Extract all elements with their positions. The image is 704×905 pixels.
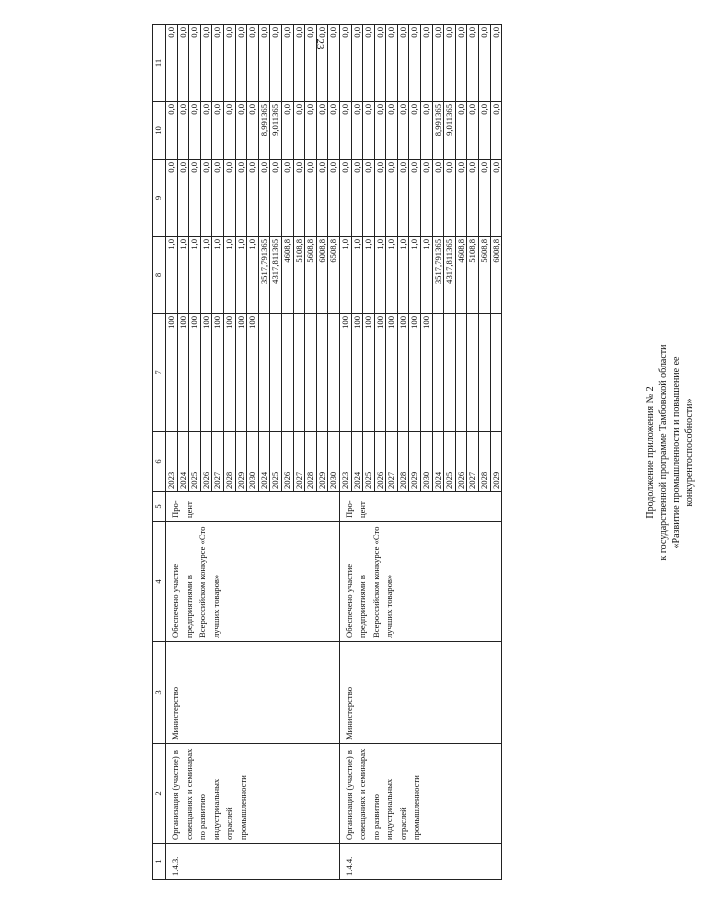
value-cell: 9,011365 [444, 102, 456, 160]
value-cell: 1,0 [397, 237, 409, 314]
year-cell: 2029 [409, 432, 421, 492]
value-cell: 0,0 [363, 102, 375, 160]
percent-cell [293, 314, 305, 432]
value-cell: 0,0 [305, 25, 317, 102]
value-cell: 6008,8 [490, 237, 502, 314]
activity-cell: Организация (участие) в совещаниях и семинарах по развитию индустриальных отраслей промышленности [166, 744, 340, 844]
value-cell: 0,0 [223, 160, 235, 237]
value-cell: 0,0 [374, 102, 386, 160]
value-cell: 8,991365 [258, 102, 270, 160]
year-cell: 2029 [235, 432, 247, 492]
value-cell: 0,0 [247, 25, 259, 102]
value-cell: 0,0 [258, 25, 270, 102]
value-cell: 0,0 [386, 160, 398, 237]
percent-cell [328, 314, 340, 432]
value-cell: 6008,8 [316, 237, 328, 314]
year-cell: 2029 [316, 432, 328, 492]
value-cell: 1,0 [223, 237, 235, 314]
value-cell: 0,0 [479, 160, 491, 237]
value-cell: 0,0 [305, 160, 317, 237]
column-header: 9 [153, 160, 166, 237]
indicator-cell: Обеспечено участие предприятиями в Всероссийском конкурсе «Сто лучших товаров» [166, 522, 340, 642]
value-cell: 0,0 [293, 25, 305, 102]
year-cell: 2027 [293, 432, 305, 492]
value-cell: 0,0 [455, 102, 467, 160]
value-cell: 0,0 [200, 25, 212, 102]
percent-cell: 100 [374, 314, 386, 432]
percent-cell: 100 [409, 314, 421, 432]
year-cell: 2027 [212, 432, 224, 492]
value-cell: 5608,8 [305, 237, 317, 314]
year-cell: 2024 [351, 432, 363, 492]
value-cell: 1,0 [339, 237, 351, 314]
value-cell: 0,0 [316, 160, 328, 237]
value-cell: 0,0 [247, 102, 259, 160]
value-cell: 0,0 [421, 160, 433, 237]
value-cell: 0,0 [212, 102, 224, 160]
value-cell: 0,0 [467, 25, 479, 102]
percent-cell: 100 [200, 314, 212, 432]
year-cell: 2024 [258, 432, 270, 492]
value-cell: 0,0 [177, 102, 189, 160]
year-cell: 2030 [328, 432, 340, 492]
value-cell: 0,0 [444, 160, 456, 237]
value-cell: 1,0 [177, 237, 189, 314]
value-cell: 0,0 [281, 25, 293, 102]
value-cell: 0,0 [247, 160, 259, 237]
value-cell: 0,0 [421, 102, 433, 160]
value-cell: 0,0 [223, 25, 235, 102]
value-cell: 0,0 [235, 25, 247, 102]
page-number: 23 [314, 38, 326, 50]
year-cell: 2025 [270, 432, 282, 492]
value-cell: 0,0 [339, 25, 351, 102]
value-cell: 0,0 [293, 160, 305, 237]
year-cell: 2026 [455, 432, 467, 492]
percent-cell [444, 314, 456, 432]
value-cell: 1,0 [386, 237, 398, 314]
year-cell: 2028 [397, 432, 409, 492]
percent-cell: 100 [339, 314, 351, 432]
year-cell: 2025 [189, 432, 201, 492]
value-cell: 0,0 [374, 25, 386, 102]
percent-cell: 100 [189, 314, 201, 432]
percent-cell: 100 [235, 314, 247, 432]
value-cell: 4608,8 [281, 237, 293, 314]
column-header: 2 [153, 744, 166, 844]
table-row [339, 25, 351, 880]
percent-cell: 100 [397, 314, 409, 432]
value-cell: 1,0 [200, 237, 212, 314]
value-cell: 0,0 [397, 160, 409, 237]
value-cell: 1,0 [235, 237, 247, 314]
value-cell: 9,011365 [270, 102, 282, 160]
appendix-heading [644, 25, 704, 880]
value-cell: 0,0 [293, 102, 305, 160]
value-cell: 0,0 [409, 25, 421, 102]
value-cell: 5108,8 [293, 237, 305, 314]
percent-cell [316, 314, 328, 432]
value-cell: 5608,8 [479, 237, 491, 314]
heading-line: Продолжение приложения № 2 [645, 386, 656, 519]
value-cell: 0,0 [479, 25, 491, 102]
year-cell: 2030 [421, 432, 433, 492]
value-cell: 4608,8 [455, 237, 467, 314]
value-cell: 0,0 [200, 160, 212, 237]
percent-cell [305, 314, 317, 432]
value-cell: 0,0 [351, 160, 363, 237]
percent-cell [455, 314, 467, 432]
value-cell: 0,0 [235, 102, 247, 160]
value-cell: 1,0 [247, 237, 259, 314]
program-table [152, 24, 502, 880]
value-cell: 0,0 [386, 25, 398, 102]
value-cell: 5108,8 [467, 237, 479, 314]
year-cell: 2023 [339, 432, 351, 492]
year-cell: 2026 [200, 432, 212, 492]
value-cell: 0,0 [200, 102, 212, 160]
value-cell: 0,0 [363, 160, 375, 237]
value-cell: 6508,8 [328, 237, 340, 314]
column-header: 10 [153, 102, 166, 160]
percent-cell: 100 [212, 314, 224, 432]
percent-cell [490, 314, 502, 432]
value-cell: 0,0 [189, 102, 201, 160]
year-cell: 2029 [490, 432, 502, 492]
value-cell: 0,0 [166, 160, 178, 237]
value-cell: 0,0 [281, 160, 293, 237]
percent-cell [258, 314, 270, 432]
executor-cell: Министерство [166, 642, 340, 744]
value-cell: 0,0 [444, 25, 456, 102]
value-cell: 0,0 [386, 102, 398, 160]
value-cell: 1,0 [212, 237, 224, 314]
value-cell: 1,0 [351, 237, 363, 314]
value-cell: 0,0 [432, 160, 444, 237]
value-cell: 0,0 [258, 160, 270, 237]
percent-cell [270, 314, 282, 432]
percent-cell: 100 [177, 314, 189, 432]
year-cell: 2028 [479, 432, 491, 492]
percent-cell [432, 314, 444, 432]
value-cell: 0,0 [212, 160, 224, 237]
year-cell: 2024 [177, 432, 189, 492]
year-cell: 2025 [444, 432, 456, 492]
percent-cell [479, 314, 491, 432]
value-cell: 8,991365 [432, 102, 444, 160]
value-cell: 0,0 [166, 102, 178, 160]
value-cell: 1,0 [189, 237, 201, 314]
percent-cell: 100 [166, 314, 178, 432]
value-cell: 0,0 [270, 25, 282, 102]
percent-cell: 100 [351, 314, 363, 432]
value-cell: 0,0 [305, 102, 317, 160]
percent-cell: 100 [223, 314, 235, 432]
unit-cell: Про-цент [166, 492, 340, 522]
value-cell: 0,0 [281, 102, 293, 160]
year-cell: 2026 [374, 432, 386, 492]
value-cell: 0,0 [374, 160, 386, 237]
unit-cell: Про-цент [339, 492, 501, 522]
value-cell: 3517,791365 [258, 237, 270, 314]
column-header: 3 [153, 642, 166, 744]
column-header: 11 [153, 25, 166, 102]
year-cell: 2030 [247, 432, 259, 492]
value-cell: 3517,791365 [432, 237, 444, 314]
value-cell: 0,0 [397, 102, 409, 160]
value-cell: 0,0 [455, 160, 467, 237]
row-number-cell: 1.4.4. [339, 844, 501, 880]
year-cell: 2027 [467, 432, 479, 492]
value-cell: 4317,811365 [444, 237, 456, 314]
value-cell: 0,0 [455, 25, 467, 102]
column-header: 8 [153, 237, 166, 314]
value-cell: 0,0 [328, 102, 340, 160]
value-cell: 0,0 [328, 160, 340, 237]
percent-cell: 100 [363, 314, 375, 432]
row-number-cell: 1.4.3. [166, 844, 340, 880]
value-cell: 0,0 [328, 25, 340, 102]
value-cell: 0,0 [351, 102, 363, 160]
heading-line: к государственной программе Тамбовской области [658, 344, 669, 561]
value-cell: 0,0 [235, 160, 247, 237]
value-cell: 0,0 [166, 25, 178, 102]
value-cell: 0,0 [177, 25, 189, 102]
activity-cell: Организация (участие) в совещаниях и семинарах по развитию индустриальных отраслей промышленности [339, 744, 501, 844]
heading-line: «Развитие промышленности и повышение ее [671, 356, 682, 549]
column-header: 5 [153, 492, 166, 522]
value-cell: 0,0 [421, 25, 433, 102]
rotated-page-content [152, 25, 695, 880]
column-number-row [153, 25, 166, 880]
value-cell: 0,0 [409, 102, 421, 160]
value-cell: 0,0 [397, 25, 409, 102]
value-cell: 0,0 [270, 160, 282, 237]
table-row [166, 25, 178, 880]
column-header: 1 [153, 844, 166, 880]
value-cell: 0,0 [339, 160, 351, 237]
value-cell: 0,0 [223, 102, 235, 160]
value-cell: 0,0 [363, 25, 375, 102]
value-cell: 1,0 [374, 237, 386, 314]
value-cell: 4317,811365 [270, 237, 282, 314]
column-header: 6 [153, 432, 166, 492]
indicator-cell: Обеспечено участие предприятиями в Всероссийском конкурсе «Сто лучших товаров» [339, 522, 501, 642]
year-cell: 2028 [305, 432, 317, 492]
percent-cell: 100 [421, 314, 433, 432]
year-cell: 2026 [281, 432, 293, 492]
value-cell: 1,0 [421, 237, 433, 314]
heading-line: конкурентоспособности» [684, 398, 695, 507]
value-cell: 0,0 [490, 160, 502, 237]
year-cell: 2025 [363, 432, 375, 492]
value-cell: 0,0 [490, 25, 502, 102]
column-header: 4 [153, 522, 166, 642]
year-cell: 2028 [223, 432, 235, 492]
column-header: 7 [153, 314, 166, 432]
value-cell: 0,0 [432, 25, 444, 102]
value-cell: 0,0 [316, 102, 328, 160]
value-cell: 0,0 [467, 160, 479, 237]
value-cell: 0,0 [177, 160, 189, 237]
percent-cell: 100 [247, 314, 259, 432]
percent-cell [281, 314, 293, 432]
value-cell: 0,0 [467, 102, 479, 160]
executor-cell: Министерство [339, 642, 501, 744]
value-cell: 0,0 [189, 25, 201, 102]
year-cell: 2024 [432, 432, 444, 492]
year-cell: 2023 [166, 432, 178, 492]
value-cell: 0,0 [339, 102, 351, 160]
value-cell: 1,0 [166, 237, 178, 314]
percent-cell: 100 [386, 314, 398, 432]
value-cell: 0,0 [409, 160, 421, 237]
value-cell: 1,0 [363, 237, 375, 314]
percent-cell [467, 314, 479, 432]
value-cell: 0,0 [351, 25, 363, 102]
value-cell: 0,0 [479, 102, 491, 160]
value-cell: 0,0 [212, 25, 224, 102]
year-cell: 2027 [386, 432, 398, 492]
value-cell: 0,0 [189, 160, 201, 237]
value-cell: 0,0 [316, 25, 328, 102]
value-cell: 0,0 [490, 102, 502, 160]
value-cell: 1,0 [409, 237, 421, 314]
